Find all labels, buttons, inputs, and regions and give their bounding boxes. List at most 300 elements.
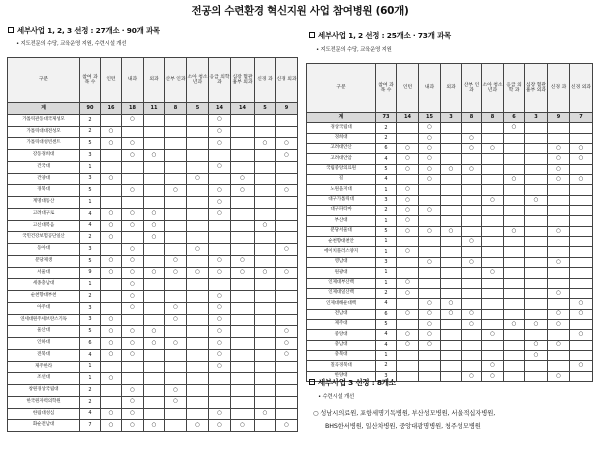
participation-mark: ○: [255, 138, 276, 150]
participation-mark: [462, 175, 482, 185]
participation-mark: ○: [276, 244, 298, 256]
participation-mark: [231, 126, 255, 138]
table-row: [8, 279, 298, 291]
checkbox-icon: [309, 32, 315, 38]
participation-mark: [462, 226, 482, 236]
participation-mark: [165, 291, 187, 303]
participation-mark: ○: [209, 349, 231, 361]
participation-mark: [419, 247, 441, 257]
table-row: [307, 309, 593, 319]
participation-mark: [397, 361, 419, 371]
table-row: [307, 288, 593, 298]
hospital-name: 울산대: [8, 326, 80, 338]
participation-mark: ○: [397, 247, 419, 257]
column-header: 내과: [419, 64, 441, 113]
participation-mark: ○: [209, 420, 231, 432]
participation-mark: ○: [209, 408, 231, 420]
participation-mark: [525, 154, 548, 164]
participation-mark: ○: [165, 396, 187, 408]
participation-mark: [504, 299, 525, 309]
column-header: 산부 인과: [462, 64, 482, 113]
participation-mark: [122, 126, 144, 138]
participation-mark: ○: [462, 257, 482, 267]
participation-mark: ○: [525, 195, 548, 205]
participation-mark: ○: [548, 371, 570, 381]
participation-mark: [570, 350, 593, 360]
subject-count: 3: [376, 257, 397, 267]
participation-mark: [419, 237, 441, 247]
total-cell: 5: [187, 103, 209, 115]
participation-mark: [419, 350, 441, 360]
participation-mark: [419, 278, 441, 288]
participation-mark: [187, 326, 209, 338]
participation-mark: [165, 161, 187, 173]
participation-mark: [504, 195, 525, 205]
participation-mark: [441, 195, 462, 205]
participation-mark: ○: [122, 408, 144, 420]
participation-mark: [570, 185, 593, 195]
right-section-heading: 세부사업 1, 2 선정 : 25개소 · 73개 과목: [318, 31, 451, 40]
participation-mark: [548, 195, 570, 205]
right-hospital-table: [306, 63, 593, 382]
participation-mark: [504, 144, 525, 154]
total-cell: 14: [231, 103, 255, 115]
participation-mark: [144, 161, 165, 173]
participation-mark: ○: [231, 255, 255, 267]
table-row: [307, 164, 593, 174]
participation-mark: [504, 154, 525, 164]
participation-mark: [419, 185, 441, 195]
subject-count: 4: [376, 175, 397, 185]
table-row: [307, 319, 593, 329]
participation-mark: [255, 420, 276, 432]
subject-count: 1: [376, 237, 397, 247]
participation-mark: ○: [419, 226, 441, 236]
subject-count: 2: [376, 133, 397, 143]
column-header: 외과: [144, 58, 165, 103]
subject-count: 6: [376, 144, 397, 154]
participation-mark: [525, 185, 548, 195]
subject-count: 1: [80, 279, 101, 291]
participation-mark: [187, 373, 209, 385]
participation-mark: [570, 164, 593, 174]
subject-count: 5: [376, 164, 397, 174]
participation-mark: [441, 154, 462, 164]
participation-mark: ○: [462, 144, 482, 154]
participation-mark: ○: [255, 267, 276, 279]
participation-mark: [255, 396, 276, 408]
participation-mark: ○: [209, 314, 231, 326]
participation-mark: [570, 226, 593, 236]
participation-mark: [462, 154, 482, 164]
participation-mark: ○: [462, 319, 482, 329]
participation-mark: [255, 244, 276, 256]
participation-mark: [276, 373, 298, 385]
participation-mark: ○: [231, 173, 255, 185]
participation-mark: [504, 237, 525, 247]
participation-mark: [419, 268, 441, 278]
total-cell: 9: [548, 113, 570, 123]
participation-mark: [187, 150, 209, 162]
total-cell: 3: [525, 113, 548, 123]
participation-mark: ○: [187, 173, 209, 185]
hospital-name: 분당제생: [8, 255, 80, 267]
participation-mark: ○: [209, 126, 231, 138]
participation-mark: ○: [397, 288, 419, 298]
participation-mark: [231, 396, 255, 408]
participation-mark: [441, 123, 462, 133]
participation-mark: ○: [397, 195, 419, 205]
column-header: 심장 혈관 흉부 외과: [231, 58, 255, 103]
table-row: [307, 206, 593, 216]
participation-mark: [144, 291, 165, 303]
participation-mark: [482, 247, 504, 257]
participation-mark: ○: [419, 144, 441, 154]
participation-mark: [165, 126, 187, 138]
participation-mark: ○: [101, 173, 122, 185]
participation-mark: ○: [276, 349, 298, 361]
participation-mark: [255, 185, 276, 197]
participation-mark: [144, 302, 165, 314]
participation-mark: [187, 291, 209, 303]
participation-mark: [397, 371, 419, 381]
subject-count: 3: [376, 371, 397, 381]
hospital-name: 아주대: [8, 302, 80, 314]
participation-mark: [144, 361, 165, 373]
table-row: [8, 349, 298, 361]
participation-mark: [441, 268, 462, 278]
total-row: [8, 103, 298, 115]
participation-mark: [276, 291, 298, 303]
participation-mark: [525, 164, 548, 174]
participation-mark: [276, 314, 298, 326]
total-cell: 11: [144, 103, 165, 115]
subject-count: 1: [376, 185, 397, 195]
participation-mark: ○: [482, 361, 504, 371]
participation-mark: [525, 247, 548, 257]
participation-mark: [504, 257, 525, 267]
participation-mark: [101, 361, 122, 373]
section3-desc: • 수련시설 개선: [318, 394, 355, 400]
subject-count: 9: [80, 267, 101, 279]
participation-mark: [165, 420, 187, 432]
participation-mark: [231, 208, 255, 220]
participation-mark: ○: [482, 195, 504, 205]
participation-mark: ○: [419, 319, 441, 329]
participation-mark: [504, 185, 525, 195]
total-cell: 9: [276, 103, 298, 115]
participation-mark: [255, 255, 276, 267]
participation-mark: [165, 220, 187, 232]
table-row: [8, 302, 298, 314]
subject-count: 5: [376, 319, 397, 329]
subject-count: 1: [80, 197, 101, 209]
participation-mark: [122, 361, 144, 373]
participation-mark: [462, 247, 482, 257]
table-row: [307, 330, 593, 340]
participation-mark: [504, 340, 525, 350]
subject-count: 5: [80, 185, 101, 197]
participation-mark: [482, 164, 504, 174]
participation-mark: [209, 232, 231, 244]
participation-mark: [276, 302, 298, 314]
participation-mark: [548, 133, 570, 143]
participation-mark: [525, 216, 548, 226]
hospital-name: 중앙대: [307, 330, 376, 340]
subject-count: 1: [80, 161, 101, 173]
participation-mark: ○: [255, 408, 276, 420]
participation-mark: [187, 361, 209, 373]
participation-mark: ○: [441, 309, 462, 319]
participation-mark: [101, 185, 122, 197]
subject-count: 1: [376, 278, 397, 288]
participation-mark: [276, 126, 298, 138]
participation-mark: [187, 349, 209, 361]
participation-mark: [482, 340, 504, 350]
participation-mark: [209, 173, 231, 185]
participation-mark: [504, 330, 525, 340]
participation-mark: [255, 126, 276, 138]
participation-mark: [231, 408, 255, 420]
subject-count: 3: [376, 195, 397, 205]
subject-count: 4: [80, 220, 101, 232]
total-label: 계: [307, 113, 376, 123]
participation-mark: [482, 185, 504, 195]
participation-mark: ○: [165, 385, 187, 397]
participation-mark: [165, 173, 187, 185]
table-row: [8, 420, 298, 432]
participation-mark: [255, 114, 276, 126]
participation-mark: ○: [570, 309, 593, 319]
column-header: 참여 과목 수: [376, 64, 397, 113]
participation-mark: [482, 309, 504, 319]
participation-mark: [187, 197, 209, 209]
participation-mark: ○: [101, 420, 122, 432]
table-row: [307, 226, 593, 236]
subject-count: 3: [80, 314, 101, 326]
participation-mark: [462, 278, 482, 288]
participation-mark: ○: [548, 288, 570, 298]
participation-mark: [482, 216, 504, 226]
hospital-name: 고려대안산: [307, 144, 376, 154]
table-row: [8, 197, 298, 209]
participation-mark: [276, 255, 298, 267]
participation-mark: [276, 173, 298, 185]
participation-mark: [504, 206, 525, 216]
subject-count: 2: [80, 385, 101, 397]
participation-mark: [165, 138, 187, 150]
participation-mark: [462, 288, 482, 298]
participation-mark: ○: [462, 371, 482, 381]
participation-mark: [482, 288, 504, 298]
participation-mark: ○: [165, 185, 187, 197]
subject-count: 1: [376, 350, 397, 360]
participation-mark: ○: [122, 302, 144, 314]
participation-mark: [144, 373, 165, 385]
participation-mark: ○: [101, 232, 122, 244]
participation-mark: [548, 278, 570, 288]
participation-mark: ○: [397, 226, 419, 236]
table-row: [307, 299, 593, 309]
participation-mark: [276, 279, 298, 291]
participation-mark: [255, 314, 276, 326]
hospital-name: 한국원자력의학원: [8, 396, 80, 408]
participation-mark: [548, 299, 570, 309]
hospital-name: 에이치플러스양지: [307, 247, 376, 257]
participation-mark: ○: [187, 420, 209, 432]
participation-mark: ○: [122, 349, 144, 361]
participation-mark: [187, 161, 209, 173]
hospital-name: 강동경희대: [8, 150, 80, 162]
participation-mark: [570, 268, 593, 278]
table-row: [8, 208, 298, 220]
left-hospital-table: [7, 57, 298, 432]
participation-mark: [255, 232, 276, 244]
participation-mark: ○: [504, 175, 525, 185]
subject-count: 5: [80, 255, 101, 267]
participation-mark: [209, 220, 231, 232]
participation-mark: [255, 197, 276, 209]
participation-mark: ○: [144, 150, 165, 162]
participation-mark: ○: [397, 340, 419, 350]
hospital-name: 건양대: [8, 173, 80, 185]
participation-mark: [441, 247, 462, 257]
participation-mark: [255, 302, 276, 314]
column-header: 산부 인과: [165, 58, 187, 103]
participation-mark: [255, 338, 276, 350]
table-row: [8, 373, 298, 385]
participation-mark: [504, 133, 525, 143]
table-row: [307, 216, 593, 226]
table-row: [307, 350, 593, 360]
participation-mark: [525, 299, 548, 309]
participation-mark: [441, 133, 462, 143]
participation-mark: [165, 150, 187, 162]
hospital-name: 원광대: [307, 268, 376, 278]
participation-mark: ○: [231, 185, 255, 197]
participation-mark: [548, 185, 570, 195]
hospital-name: 인하대: [8, 338, 80, 350]
participation-mark: ○: [570, 299, 593, 309]
participation-mark: [276, 385, 298, 397]
participation-mark: [462, 195, 482, 205]
participation-mark: ○: [482, 144, 504, 154]
participation-mark: [144, 138, 165, 150]
participation-mark: [441, 361, 462, 371]
hospital-name: 분당서울대: [307, 226, 376, 236]
participation-mark: [165, 373, 187, 385]
hospital-name: 조선대: [8, 373, 80, 385]
participation-mark: [462, 185, 482, 195]
hospital-name: 연세대원주세브란스기독: [8, 314, 80, 326]
participation-mark: ○: [144, 267, 165, 279]
participation-mark: [122, 173, 144, 185]
participation-mark: [231, 150, 255, 162]
table-row: [307, 278, 593, 288]
participation-mark: ○: [570, 144, 593, 154]
total-label: 계: [8, 103, 80, 115]
participation-mark: [570, 133, 593, 143]
participation-mark: [165, 197, 187, 209]
participation-mark: [165, 326, 187, 338]
participation-mark: [231, 279, 255, 291]
participation-mark: [482, 278, 504, 288]
column-header: 구분: [307, 64, 376, 113]
section3-org-list: [313, 407, 495, 433]
participation-mark: [548, 216, 570, 226]
participation-mark: ○: [122, 279, 144, 291]
hospital-name: 경북대: [8, 185, 80, 197]
participation-mark: [570, 371, 593, 381]
participation-mark: ○: [548, 226, 570, 236]
participation-mark: [441, 340, 462, 350]
participation-mark: [419, 288, 441, 298]
participation-mark: [165, 232, 187, 244]
total-cell: 3: [441, 113, 462, 123]
participation-mark: [187, 385, 209, 397]
participation-mark: [187, 396, 209, 408]
participation-mark: [525, 268, 548, 278]
participation-mark: [255, 161, 276, 173]
participation-mark: ○: [548, 175, 570, 185]
participation-mark: [187, 138, 209, 150]
hospital-name: 제주한라: [8, 361, 80, 373]
participation-mark: [525, 133, 548, 143]
table-row: [8, 173, 298, 185]
hospital-name: 노원을지대: [307, 185, 376, 195]
participation-mark: [441, 206, 462, 216]
hospital-name: 전남대: [307, 309, 376, 319]
hospital-name: 한양대: [307, 371, 376, 381]
participation-mark: [548, 361, 570, 371]
hospital-name: 순천향대천안: [307, 237, 376, 247]
participation-mark: ○: [525, 340, 548, 350]
participation-mark: [482, 175, 504, 185]
participation-mark: ○: [122, 185, 144, 197]
participation-mark: ○: [101, 373, 122, 385]
participation-mark: [255, 291, 276, 303]
participation-mark: ○: [276, 267, 298, 279]
participation-mark: ○: [231, 267, 255, 279]
participation-mark: ○: [276, 338, 298, 350]
hospital-name: 인제대일산백: [307, 288, 376, 298]
participation-mark: [462, 268, 482, 278]
hospital-name: 대구파티마: [307, 206, 376, 216]
participation-mark: [187, 279, 209, 291]
left-section-heading: 세부사업 1, 2, 3 선정 : 27개소 · 90개 과목: [17, 26, 160, 35]
table-row: [307, 268, 593, 278]
subject-count: 2: [376, 123, 397, 133]
participation-mark: ○: [165, 267, 187, 279]
participation-mark: ○: [419, 175, 441, 185]
participation-mark: [231, 220, 255, 232]
left-section-desc: • 지도전문의 수당, 교육운영 지원, 수련시설 개선: [16, 41, 127, 47]
participation-mark: [525, 144, 548, 154]
participation-mark: [397, 175, 419, 185]
participation-mark: [101, 279, 122, 291]
participation-mark: [397, 133, 419, 143]
subject-count: 5: [80, 138, 101, 150]
participation-mark: ○: [276, 185, 298, 197]
hospital-name: 가톨릭대성빈센트: [8, 138, 80, 150]
participation-mark: [231, 373, 255, 385]
participation-mark: [525, 371, 548, 381]
participation-mark: [397, 123, 419, 133]
participation-mark: ○: [419, 123, 441, 133]
hospital-name: 가톨릭관동대국제성모: [8, 114, 80, 126]
participation-mark: [209, 385, 231, 397]
participation-mark: [122, 197, 144, 209]
